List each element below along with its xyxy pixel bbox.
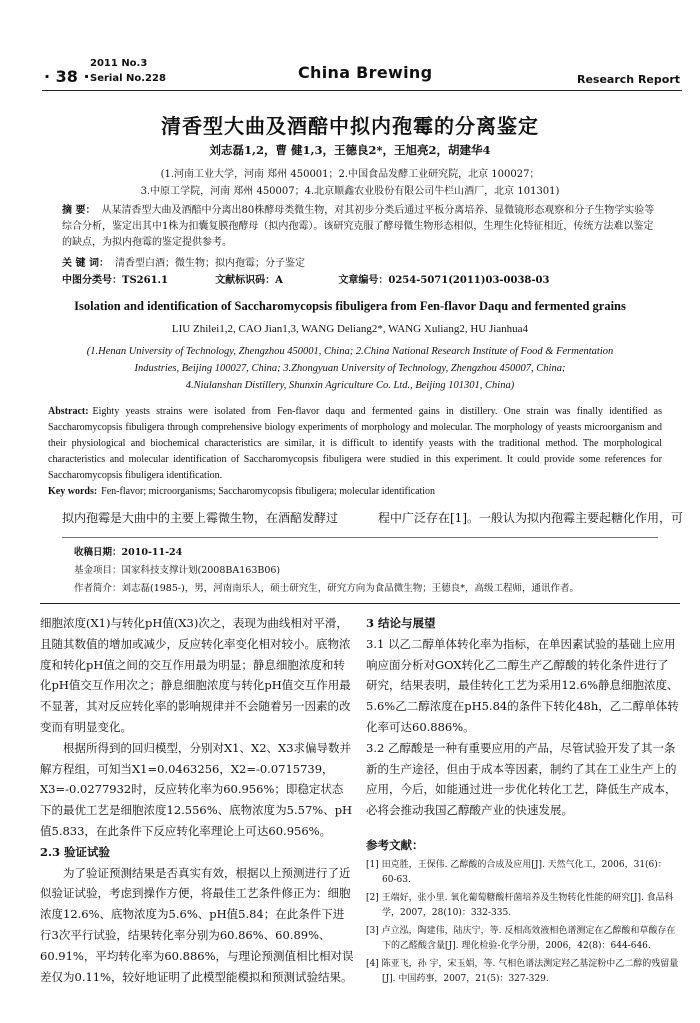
- page-title-en: Isolation and identification of Saccharomycopsis fibuligera from Fen-flavor Daqu and fermented grains: [74, 299, 626, 313]
- header-section: Research Report: [576, 73, 680, 86]
- affiliation-en-line: 4.Niulanshan Distillery, Shunxin Agriculture Co. Ltd., Beijing 101301, China): [185, 380, 515, 391]
- intro-text-right: 程中广泛存在[1]。一般认为拟内孢霉主要起糖化作用，可: [378, 511, 684, 525]
- body-paragraph: 根据所得到的回归模型，分别对X1、X2、X3求偏导数并解方程组，可知当X1=0.0463256，X2=-0.0715739，X3=-0.0277932时，反应转化率为60.956%；即稳定状态下的最优工艺是细胞浓度12.556%、底物浓度为5.57%、pH值5.833，在此条件下反应转化率理论上可达60.956%。: [40, 740, 353, 838]
- abstract-en: [48, 404, 662, 484]
- authors-cn: 刘志磊1,2，曹 健1,3，王德良2*，王旭亮2，胡建华4: [209, 143, 491, 157]
- classification-line: [62, 273, 658, 289]
- body-paragraph: 为了验证预测结果是否真实有效，根据以上预测进行了近似验证试验，考虑到操作方便，将最佳工艺条件修正为：细胞浓度12.6%、底物浓度为5.6%、pH值5.84；在此条件下进行3次平行试验，结果转化率分别为60.86%、60.89%、60.91%，平均转化率为60.886%，与理论预测值相比相对误差仅为0.11%，较好地证明了此模型能模拟和预测试验结果。: [40, 865, 354, 984]
- header-serial: Serial No.228: [90, 73, 166, 84]
- abstract-cn-label: 摘 要：: [62, 205, 96, 216]
- header-journal-name: China Brewing: [298, 63, 433, 82]
- body-column-right: [366, 613, 680, 990]
- header-issue-number: 2011 No.3: [90, 58, 148, 69]
- affiliation-en-line: (1.Henan University of Technology, Zhengzhou 450001, China; 2.China National Research Institute of Food & Fermentation: [86, 346, 614, 357]
- abstract-en-text: Eighty yeasts strains were isolated from Fen-flavor daqu and fermented gains in distillery. One strain was finally identified as Saccharomycopsis fibuligera through comprehensive biology experiments of morphology and molecular. The morphology of yeasts microorganism and their physiological and biochemical characteristics are similar, it is difficult to identify yeasts with the traditional method. The morphological characteristics and molecular identification of Saccharomycopsis fibuligera were studied in this experiment. It could provide some references for Saccharomycopsis fibuligera identification.: [48, 406, 662, 481]
- footnote-received-date: 收稿日期：2010-11-24: [74, 547, 183, 558]
- footnote-author-bio: 作者简介：刘志磊(1985-)，男，河南南乐人，硕士研究生，研究方向为食品微生物；王德良*，高级工程师，通讯作者。: [74, 583, 580, 594]
- article-number: 文章编号：0254-5071(2011)03-0038-03: [338, 275, 550, 286]
- references-heading: 参考文献：: [366, 837, 424, 852]
- keywords-cn-text: 清香型白酒；微生物；拟内孢霉；分子鉴定: [114, 258, 305, 269]
- abstract-cn: [62, 203, 658, 251]
- reference-item: [4] 陈亚飞，孙 宇，宋玉娟，等. 气相色谱法测定羟乙基淀粉中乙二醇的残留量[J]. 中国药事，2007，21(5)：327-329.: [366, 958, 679, 984]
- authors-en: LIU Zhilei1,2, CAO Jian1,3, WANG Deliang2*, WANG Xuliang2, HU Jianhua4: [171, 323, 529, 335]
- page-section-rule: [40, 603, 680, 604]
- footnote-fund: 基金项目：国家科技支撑计划(2008BA163B06): [74, 565, 281, 576]
- body-paragraph: 3.1 以乙二醇单体转化率为指标，在单因素试验的基础上应用响应面分析对GOX转化乙二醇生产乙醇酸的转化条件进行了研究，结果表明，最佳转化工艺为采用12.6%静息细胞浓度、5.6%乙二醇浓度在pH5.84的条件下转化48h，乙二醇单体转化率可达60.886%。: [366, 636, 679, 734]
- keywords-en-label: Key words:: [48, 486, 98, 497]
- keywords-en-text: Fen-flavor; microorganisms; Saccharomycopsis fibuligera; molecular identification: [101, 486, 436, 497]
- affiliation-en-line: Industries, Beijing 100027, China; 3.Zhongyuan University of Technology, Zhengzhou 450007, China;: [134, 363, 566, 374]
- reference-item: [1] 田克胜，王保伟. 乙醇酸的合成及应用[J]. 天然气化工，2006，31(6)：60-63.: [366, 859, 667, 885]
- section-heading: 3 结论与展望: [366, 616, 436, 630]
- header-page-number: · 38 ·: [44, 67, 90, 86]
- affiliation-cn-line: 3.中原工学院，河南 郑州 450007；4.北京顺鑫农业股份有限公司牛栏山酒厂，北京 101301): [140, 186, 560, 197]
- document-code: 文献标识码：A: [215, 275, 283, 286]
- abstract-cn-text: 从某清香型大曲及酒醅中分离出80株酵母类微生物，对其初步分类后通过平板分离培养、显微镜形态观察和分子生物学实验等综合分析，鉴定出其中1株为扣囊复膜孢酵母（拟内孢霉）。该研究克服了酵母微生物形态相似，生理生化特征相近，传统方法难以鉴定的缺点，为拟内孢霉的鉴定提供参考。: [62, 205, 655, 248]
- abstract-en-label: Abstract:: [48, 406, 89, 417]
- intro-text-left: 拟内孢霉是大曲中的主要上霉微生物，在酒醅发酵过: [62, 511, 339, 525]
- body-paragraph: 3.2 乙醇酸是一种有重要应用的产品，尽管试验开发了其一条新的生产途径，但由于成本等因素，制约了其在工业生产上的应用，今后，如能通过进一步优化转化工艺，降低生产成本，必将会推动我国乙醇酸产业的快速发展。: [366, 740, 677, 818]
- footnote-rule: [62, 537, 658, 538]
- clc-number: 中图分类号：TS261.1: [62, 275, 168, 286]
- keywords-cn-label: 关 键 词：: [62, 258, 109, 269]
- keywords-cn: [62, 256, 658, 272]
- body-column-left: [40, 613, 354, 987]
- reference-item: [3] 卢立泓，陶建伟，陆庆宁，等. 反相高效液相色谱测定在乙醇酸和草酸存在下的乙醛酸含量[J]. 理化检验-化学分册，2006，42(8)：644-646.: [366, 925, 676, 951]
- header-rule: [42, 90, 682, 91]
- section-heading: 2.3 验证试验: [40, 844, 111, 859]
- keywords-en: [48, 486, 662, 497]
- affiliation-cn-line: (1.河南工业大学，河南 郑州 450001；2.中国食品发酵工业研究院，北京 100027；: [160, 169, 540, 180]
- reference-item: [2] 王端好，张小里. 氧化葡萄糖酸杆菌培养及生物转化性能的研究[J]. 食品科学，2007，28(10)：332-335.: [366, 892, 674, 918]
- page-title-cn: 清香型大曲及酒醅中拟内孢霉的分离鉴定: [161, 114, 539, 138]
- body-paragraph: 细胞浓度(X1)与转化pH值(X3)次之，表现为曲线相对平滑，且随其数值的增加或减少，反应转化率变化相对较小。底物浓度和转化pH值之间的交互作用最为明显；静息细胞浓度和转化pH值交互作用次之；静息细胞浓度与转化pH值交互作用最不显著，其对反应转化率的影响规律并不会随着另一因素的改变而有明显变化。: [40, 616, 351, 734]
